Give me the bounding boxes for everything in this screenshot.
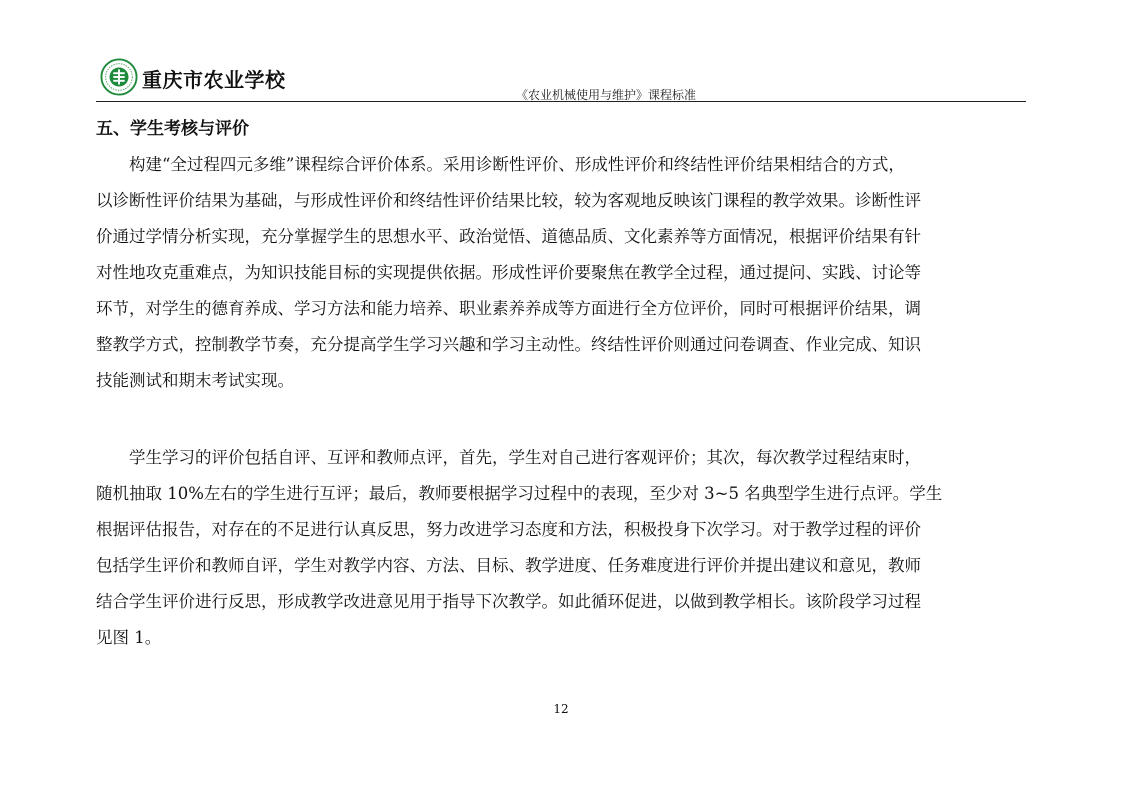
header-divider [96,101,1026,102]
page-number: 12 [553,702,569,716]
paragraph-line: 环节，对学生的德育养成、学习方法和能力培养、职业素养养成等方面进行全方位评价，同时可根据评价结果，调 [96,299,921,318]
paragraph-line: 价通过学情分析实现，充分掌握学生的思想水平、政治觉悟、道德品质、文化素养等方面情况，根据评价结果有针 [96,227,921,246]
paragraph-line: 以诊断性评价结果为基础，与形成性评价和终结性评价结果比较，较为客观地反映该门课程的教学效果。诊断性评 [96,191,921,210]
paragraph-student-evaluation [96,440,1031,656]
paragraph-line: 整教学方式，控制教学节奏，充分提高学生学习兴趣和学习主动性。终结性评价则通过问卷调查、作业完成、知识 [96,335,921,354]
paragraph-line: 学生学习的评价包括自评、互评和教师点评，首先，学生对自己进行客观评价；其次，每次教学过程结束时， [129,448,921,467]
paragraph-line: 根据评估报告，对存在的不足进行认真反思，努力改进学习态度和方法，积极投身下次学习。对于教学过程的评价 [96,520,921,539]
paragraph-line: 对性地攻克重难点，为知识技能目标的实现提供依据。形成性评价要聚焦在教学全过程，通过提问、实践、讨论等 [96,263,921,282]
paragraph-line: 随机抽取 10%左右的学生进行互评；最后，教师要根据学习过程中的表现，至少对 3~5 名典型学生进行点评。学生 [96,484,943,503]
section-heading: 五、学生考核与评价 [96,119,249,139]
paragraph-line: 见图 1。 [96,628,162,647]
paragraph-line: 构建“全过程四元多维”课程综合评价体系。采用诊断性评价、形成性评价和终结性评价结果相结合的方式， [129,155,905,174]
school-name: 重庆市农业学校 [142,68,286,92]
course-title: 《农业机械使用与维护》课程标准 [515,88,696,102]
paragraph-line: 包括学生评价和教师自评，学生对教学内容、方法、目标、教学进度、任务难度进行评价并提出建议和意见，教师 [96,556,921,575]
paragraph-evaluation-system [96,147,1031,399]
paragraph-line: 结合学生评价进行反思，形成教学改进意见用于指导下次教学。如此循环促进，以做到教学相长。该阶段学习过程 [96,592,921,611]
page-header [96,58,1026,102]
school-emblem-icon [100,58,138,96]
paragraph-line: 技能测试和期末考试实现。 [96,371,294,390]
